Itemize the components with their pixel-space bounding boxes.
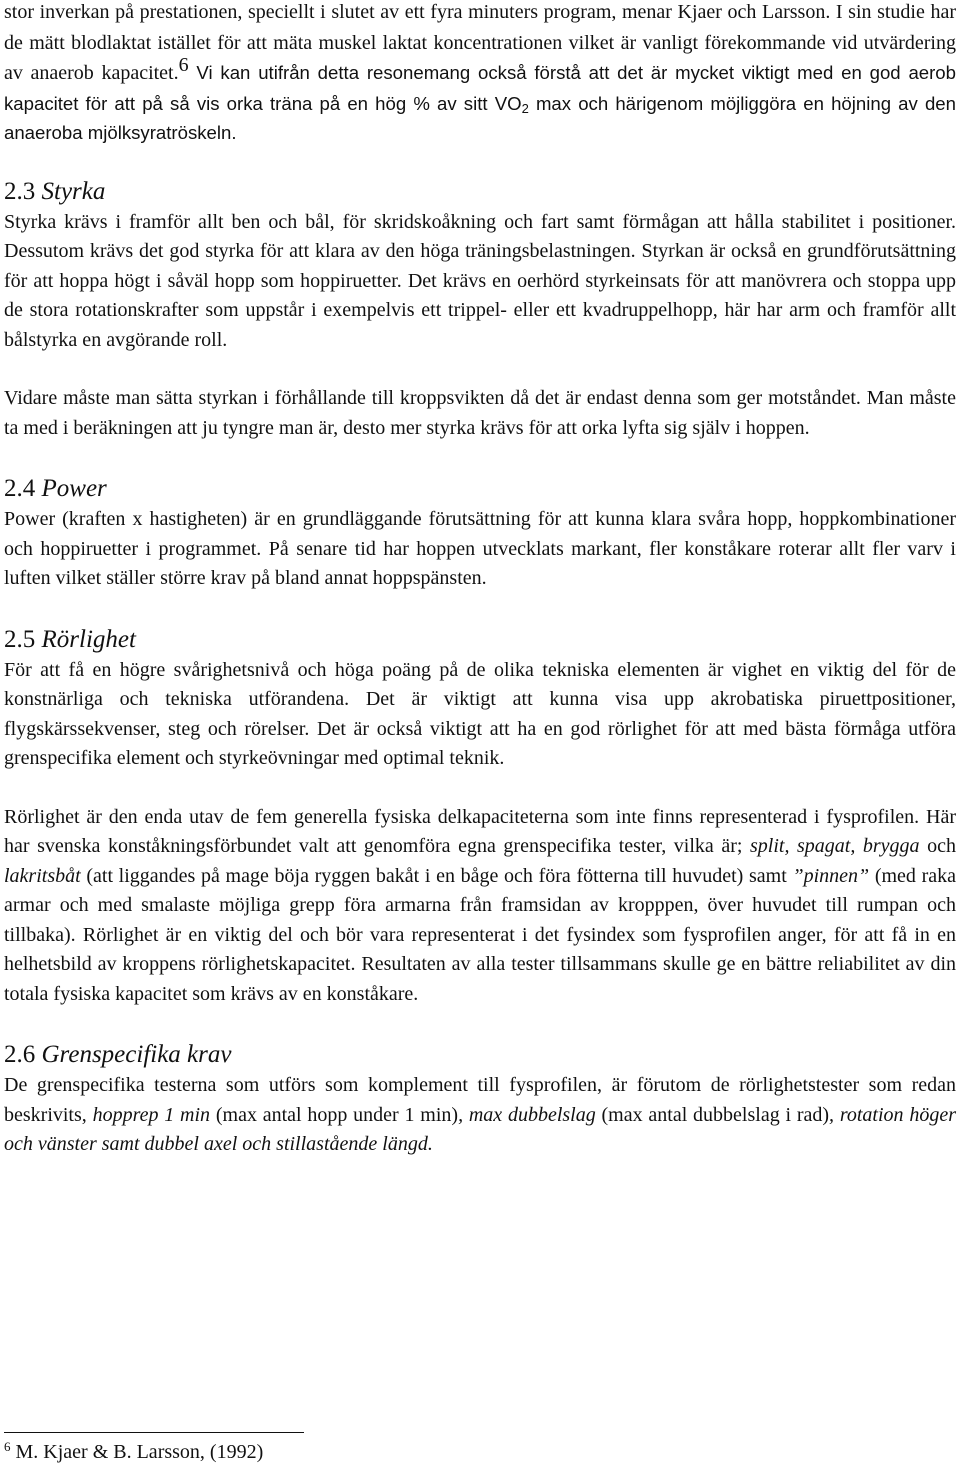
footnote-reference: 6 bbox=[178, 54, 189, 76]
document-page bbox=[4, 0, 956, 1160]
heading-rorlighet-number: 2.5 bbox=[4, 625, 36, 653]
rorlighet-paragraph-1: För att få en högre svårighetsnivå och höga poäng på de olika tekniska elementen är vighet en viktig del för de konstnärliga och tekniska utförandena. Det är viktigt att kunna visa upp akrobatiska piruettpositioner, flygskärssekvenser, steg och rörelser. Det är också viktigt att ha en god rörlighet för att med bästa förmåga utföra grenspecifika element och styrkeövningar med optimal teknik. bbox=[4, 658, 956, 769]
heading-grenspecifika bbox=[4, 1039, 956, 1071]
footnote bbox=[4, 1440, 263, 1464]
grenspecifika-paragraph bbox=[4, 1071, 956, 1160]
intro-serif-text: stor inverkan på prestationen, speciellt i slutet av ett fyra minuters program, menar Kjaer och Larsson. I sin studie har de mätt blodlaktat istället för att mäta muskel laktat koncentrationen vilket är vanligt förekommande vid utvärdering av anaerob kapacitet. bbox=[4, 1, 956, 84]
styrka-paragraph-2: Vidare måste man sätta styrkan i förhållande till kroppsvikten då det är endast denna som ger motståndet. Man måste ta med i beräkningen att ju tyngre man är, desto mer styrka krävs för att orka lyfta sig själv i hoppen. bbox=[4, 387, 956, 439]
grenspecifika-italic-3: , rotation höger och vänster samt dubbel axel och stillastående längd. bbox=[4, 1103, 956, 1155]
rorlighet-p2-italic-3: ”pinnen” bbox=[792, 864, 870, 887]
heading-power-title: Power bbox=[35, 475, 107, 502]
grenspecifika-italic-1: hopprep 1 min bbox=[92, 1103, 211, 1126]
heading-rorlighet bbox=[4, 624, 956, 656]
heading-power bbox=[4, 473, 956, 505]
intro-paragraph bbox=[4, 0, 956, 148]
rorlighet-p2-text-d: (med raka armar och med smalaste möjliga grepp föra armarna från framsidan av kropppen, över huvudet till rumpan och tillbaka). Rörlighet är en viktig del och bör vara representerat i det fysindex som fysprofilen anger, för att få in en helhetsbild av kroppens rörlighetskapacitet. Resultaten av alla tester tillsammans skulle ge en bättre reliabilitet av din totala fysiska kapacitet som krävs av en konståkare. bbox=[4, 864, 956, 1005]
footnote-separator bbox=[4, 1432, 304, 1433]
heading-power-number: 2.4 bbox=[4, 475, 36, 502]
rorlighet-p2-italic-1: split, spagat, brygga bbox=[749, 835, 920, 857]
rorlighet-p2-italic-2: lakritsbåt bbox=[4, 864, 81, 887]
intro-sans-text-a: Vi kan utifrån detta resonemang också förstå att det är mycket viktigt med en god aerob kapacitet för att på så vis orka träna på en hög % av sitt VO bbox=[4, 62, 956, 114]
heading-rorlighet-title: Rörlighet bbox=[35, 625, 136, 653]
heading-grenspecifika-number: 2.6 bbox=[4, 1041, 36, 1068]
grenspecifika-text-b: (max antal hopp under 1 min) bbox=[210, 1103, 459, 1126]
rorlighet-p2-text-b: och bbox=[919, 835, 956, 857]
heading-styrka bbox=[4, 176, 956, 208]
grenspecifika-text-c: (max antal dubbelslag i rad) bbox=[595, 1103, 830, 1126]
grenspecifika-italic-2: , max dubbelslag bbox=[458, 1103, 596, 1126]
grenspecifika-text-a: De grenspecifika testerna som utförs som komplement till fysprofilen, är förutom de rörlighetstester som redan beskrivits, bbox=[4, 1074, 956, 1126]
power-paragraph: Power (kraften x hastigheten) är en grundläggande förutsättning för att kunna klara svåra hopp, hoppkombinationer och hoppiruetter i programmet. På senare tid har hoppen utvecklats markant, fler konståkare roterar allt fler varv i luften vilket ställer större krav på bland annat hoppspänsten. bbox=[4, 508, 956, 589]
rorlighet-p2-text-c: (att liggandes på mage böja ryggen bakåt i en båge och föra fötterna till huvudet) samt bbox=[80, 864, 793, 887]
footnote-text: M. Kjaer & B. Larsson, (1992) bbox=[10, 1441, 264, 1463]
rorlighet-paragraph-2 bbox=[4, 803, 956, 1010]
heading-styrka-title: Styrka bbox=[35, 177, 106, 205]
vo2-subscript: 2 bbox=[521, 100, 529, 116]
heading-grenspecifika-title: Grenspecifika krav bbox=[35, 1041, 232, 1068]
footnote-mark: 6 bbox=[4, 1439, 11, 1454]
rorlighet-p2-text-a: Rörlighet är den enda utav de fem generella fysiska delkapaciteterna som inte finns representerad i fysprofilen. Här har svenska konståkningsförbundet valt att genomföra egna grenspecifika tester, vilka är; bbox=[4, 805, 956, 857]
styrka-paragraph-1: Styrka krävs i framför allt ben och bål, för skridskoåkning och fart samt förmågan att hålla stabilitet i positioner. Dessutom krävs det god styrka för att klara av den höga träningsbelastningen. Styrkan är också en grundförutsättning för att hoppa högt i såväl hopp som hoppiruetter. Det krävs en oerhörd styrkeinsats för att manövrera och stoppa upp de stora rotationskrafter som uppstår i exempelvis ett trippel- eller ett kvadruppelhopp, här har arm och framför allt bålstyrka en avgörande roll. bbox=[4, 210, 956, 351]
intro-sans-text-b: max och härigenom möjliggöra en höjning av den anaeroba mjölksyratröskeln. bbox=[4, 92, 956, 143]
heading-styrka-number: 2.3 bbox=[4, 177, 36, 205]
